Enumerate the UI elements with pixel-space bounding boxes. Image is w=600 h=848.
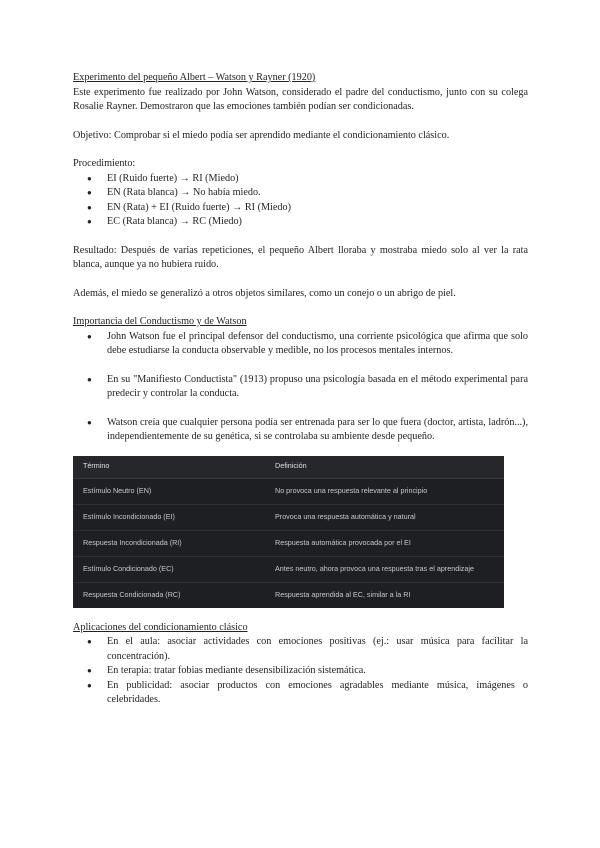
applications-list	[73, 635, 528, 708]
section-title-applications: Aplicaciones del condicionamiento clásico	[73, 621, 248, 633]
table-cell: Respuesta aprendida al EC, similar a la RI	[265, 582, 504, 608]
result-paragraph: Resultado: Después de varias repeticiones, el pequeño Albert lloraba y mostraba miedo solo al ver la rata blanca, aunque ya no hubiera ruido.	[73, 244, 528, 270]
procedure-label: Procedimiento:	[73, 158, 136, 169]
section-title-albert: Experimento del pequeño Albert – Watson y Rayner (1920)	[73, 72, 316, 83]
table-header-term: Término	[73, 456, 265, 479]
table-row	[73, 504, 504, 530]
table-row	[73, 582, 504, 608]
terms-table	[73, 456, 504, 608]
intro-paragraph: Este experimento fue realizado por John Watson, considerado el padre del conductismo, junto con su colega Rosalie Rayner. Demostraron que las emociones también podían ser condicionadas.	[73, 86, 528, 112]
list-item: ● En terapia: tratar fobias mediante desensibilización sistemática.	[73, 664, 528, 679]
table-cell: Antes neutro, ahora provoca una respuesta tras el aprendizaje	[265, 556, 504, 582]
list-item: ● EI (Ruido fuerte) → RI (Miedo)	[73, 172, 528, 187]
table-row	[73, 556, 504, 582]
list-item: ● En publicidad: asociar productos con emociones agradables mediante música, imágenes o celebridades.	[73, 679, 528, 708]
table-cell: Estímulo Incondicionado (EI)	[73, 504, 265, 530]
table-header-row	[73, 456, 504, 479]
section-title-importance: Importancia del Conductismo y de Watson	[73, 316, 247, 327]
list-item: ● EN (Rata blanca) → No había miedo.	[73, 186, 528, 201]
list-item: ● EN (Rata) + EI (Ruido fuerte) → RI (Miedo)	[73, 201, 528, 216]
list-item: ● En su "Manifiesto Conductista" (1913) propuso una psicología basada en el método experimental para predecir y controlar la conducta.	[73, 373, 528, 402]
importance-list	[73, 330, 528, 445]
table-cell: No provoca una respuesta relevante al principio	[265, 478, 504, 504]
list-item: ● John Watson fue el principal defensor del conductismo, una corriente psicológica que afirma que solo debe estudiarse la conducta observable y medible, no los procesos mentales internos.	[73, 330, 528, 359]
table-cell: Respuesta automática provocada por el EI	[265, 530, 504, 556]
procedure-list	[73, 172, 528, 230]
table-cell: Estímulo Condicionado (EC)	[73, 556, 265, 582]
table-cell: Respuesta Incondicionada (RI)	[73, 530, 265, 556]
table-row	[73, 530, 504, 556]
generalization-paragraph: Además, el miedo se generalizó a otros objetos similares, como un conejo o un abrigo de piel.	[73, 287, 456, 299]
list-item: ● EC (Rata blanca) → RC (Miedo)	[73, 215, 528, 230]
list-item: ● En el aula: asociar actividades con emociones positivas (ej.: usar música para facilitar la concentración).	[73, 635, 528, 664]
table-header-definition: Definición	[265, 456, 504, 479]
table-row	[73, 478, 504, 504]
list-item: ● Watson creía que cualquier persona podía ser entrenada para ser lo que fuera (doctor, artista, ladrón...), independientemente de su genética, si se controlaba su ambiente desde pequeño.	[73, 416, 528, 445]
objective-paragraph: Objetivo: Comprobar si el miedo podía ser aprendido mediante el condicionamiento clásico.	[73, 129, 450, 141]
document-page	[73, 71, 528, 708]
table-cell: Respuesta Condicionada (RC)	[73, 582, 265, 608]
table-cell: Provoca una respuesta automática y natural	[265, 504, 504, 530]
table-cell: Estímulo Neutro (EN)	[73, 478, 265, 504]
